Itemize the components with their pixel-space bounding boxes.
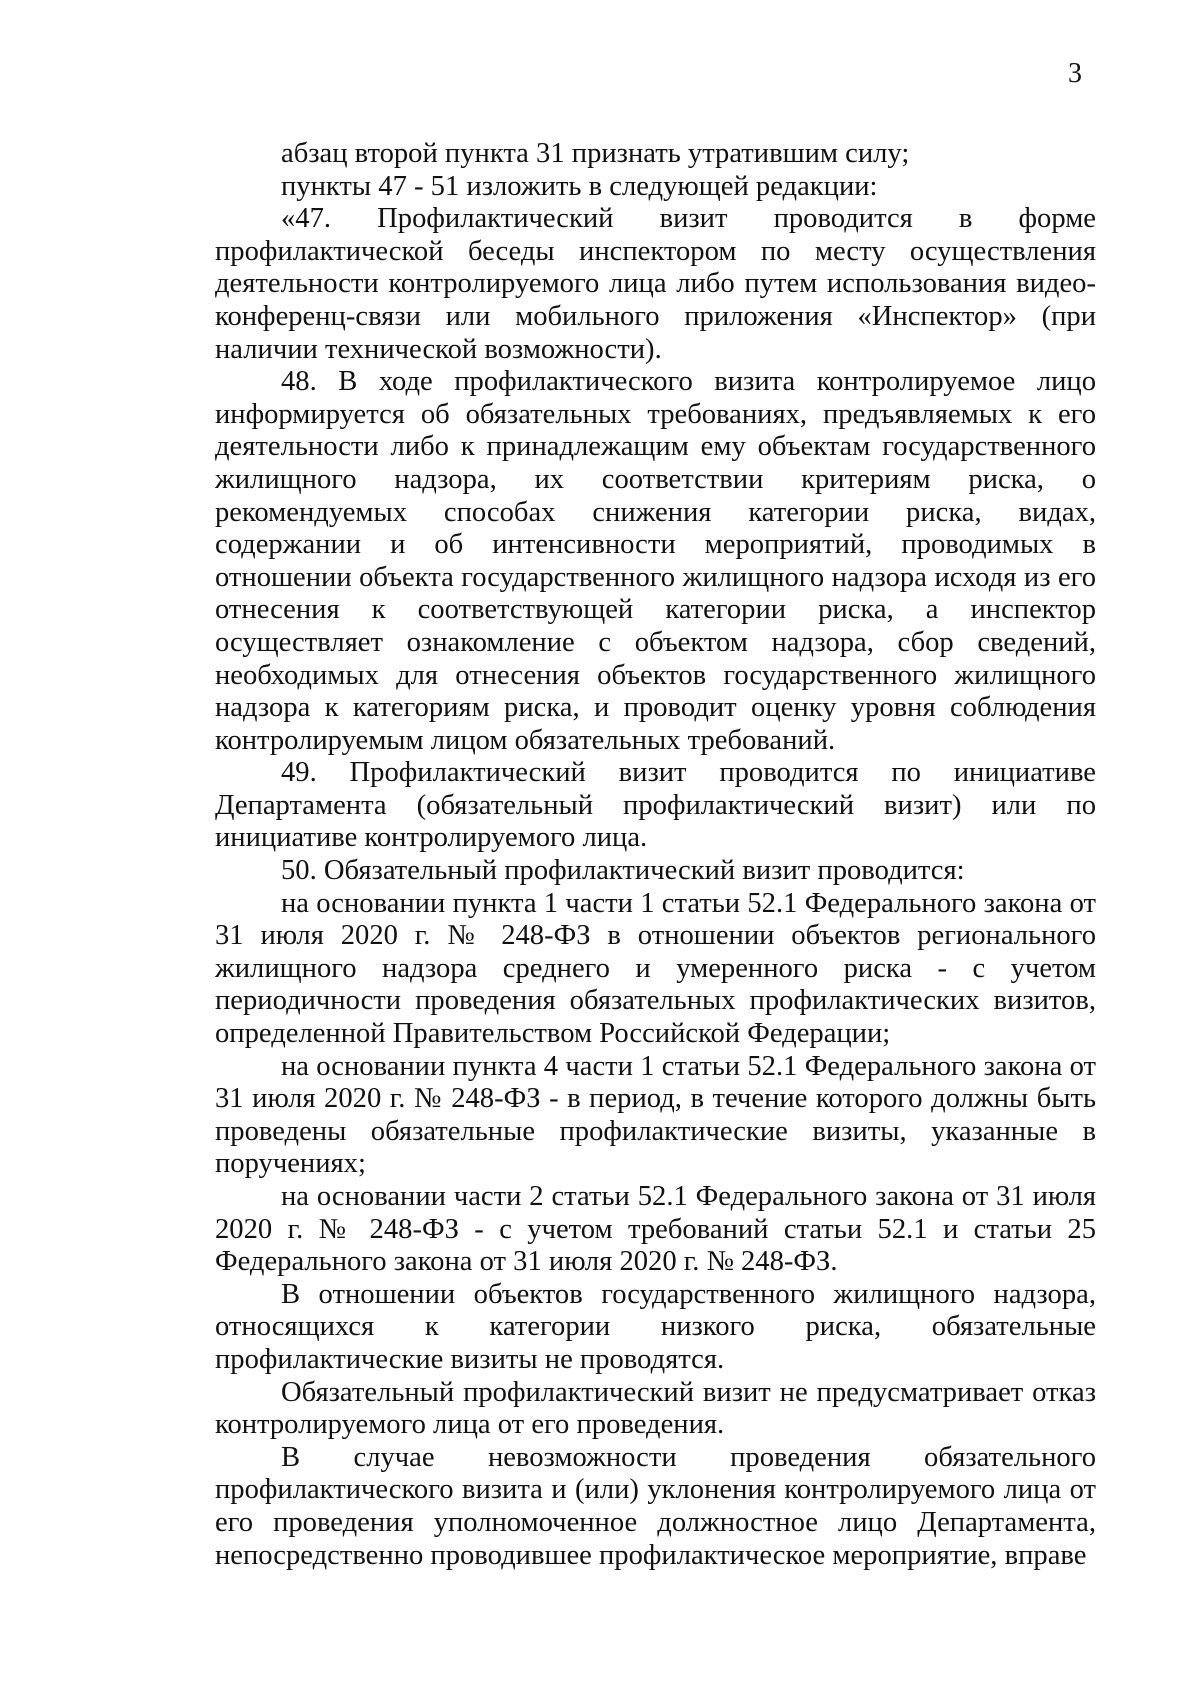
paragraph-abzac-31: абзац второй пункта 31 признать утратившим силу; (281, 138, 910, 169)
paragraph-impossibility: В случае невозможности проведения обязательного профилактического визита и (или) уклонения контролируемого лица от его проведения уполномоченное должностное лицо Департамента, непосредственно проводившее профилактическое мероприятие, вправе (215, 1441, 1096, 1571)
paragraph-50-item-2: на основании пункта 4 части 1 статьи 52.1 Федерального закона от 31 июля 2020 г. № 248-ФЗ - в период, в течение которого должны быть проведены обязательные профилактические визиты, указанные в поручениях; (215, 1050, 1096, 1180)
paragraph-50: 50. Обязательный профилактический визит проводится: (281, 855, 965, 887)
document-body (215, 138, 1096, 1572)
paragraph-low-risk: В отношении объектов государственного жилищного надзора, относящихся к категории низкого риска, обязательные профилактические визиты не проводятся. (215, 1278, 1096, 1375)
paragraph-47: «47. Профилактический визит проводится в форме профилактической беседы инспектором по месту осуществления деятельности контролируемого лица либо путем использования видео-конференц-связи или мобильного приложения «Инспектор» (при наличии технической возможности). (215, 203, 1096, 365)
paragraph-50-item-3: на основании части 2 статьи 52.1 Федерального закона от 31 июля 2020 г. № 248-ФЗ - с учетом требований статьи 52.1 и статьи 25 Федерального закона от 31 июля 2020 г. № 248-ФЗ. (215, 1181, 1096, 1278)
paragraph-48: 48. В ходе профилактического визита контролируемое лицо информируется об обязательных требованиях, предъявляемых к его деятельности либо к принадлежащим ему объектам государственного жилищного надзора, их соответствии критериям риска, о рекомендуемых способах снижения категории риска, видах, содержании и об интенсивности мероприятий, проводимых в отношении объекта государственного жилищного надзора исходя из его отнесения к соответствующей категории риска, а инспектор осуществляет ознакомление с объектом надзора, сбор сведений, необходимых для отнесения объектов государственного жилищного надзора к категориям риска, и проводит оценку уровня соблюдения контролируемым лицом обязательных требований. (215, 366, 1096, 756)
paragraph-50-item-1: на основании пункта 1 части 1 статьи 52.1 Федерального закона от 31 июля 2020 г. № 248-ФЗ в отношении объектов регионального жилищного надзора среднего и умеренного риска - с учетом периодичности проведения обязательных профилактических визитов, определенной Правительством Российской Федерации; (215, 887, 1096, 1050)
paragraph-no-refusal: Обязательный профилактический визит не предусматривает отказ контролируемого лица от его проведения. (215, 1376, 1096, 1441)
paragraph-punkty-47-51: пункты 47 - 51 изложить в следующей редакции: (281, 170, 878, 202)
paragraph-49: 49. Профилактический визит проводится по инициативе Департамента (обязательный профилактический визит) или по инициативе контролируемого лица. (215, 757, 1096, 854)
page-number: 3 (1068, 58, 1082, 89)
